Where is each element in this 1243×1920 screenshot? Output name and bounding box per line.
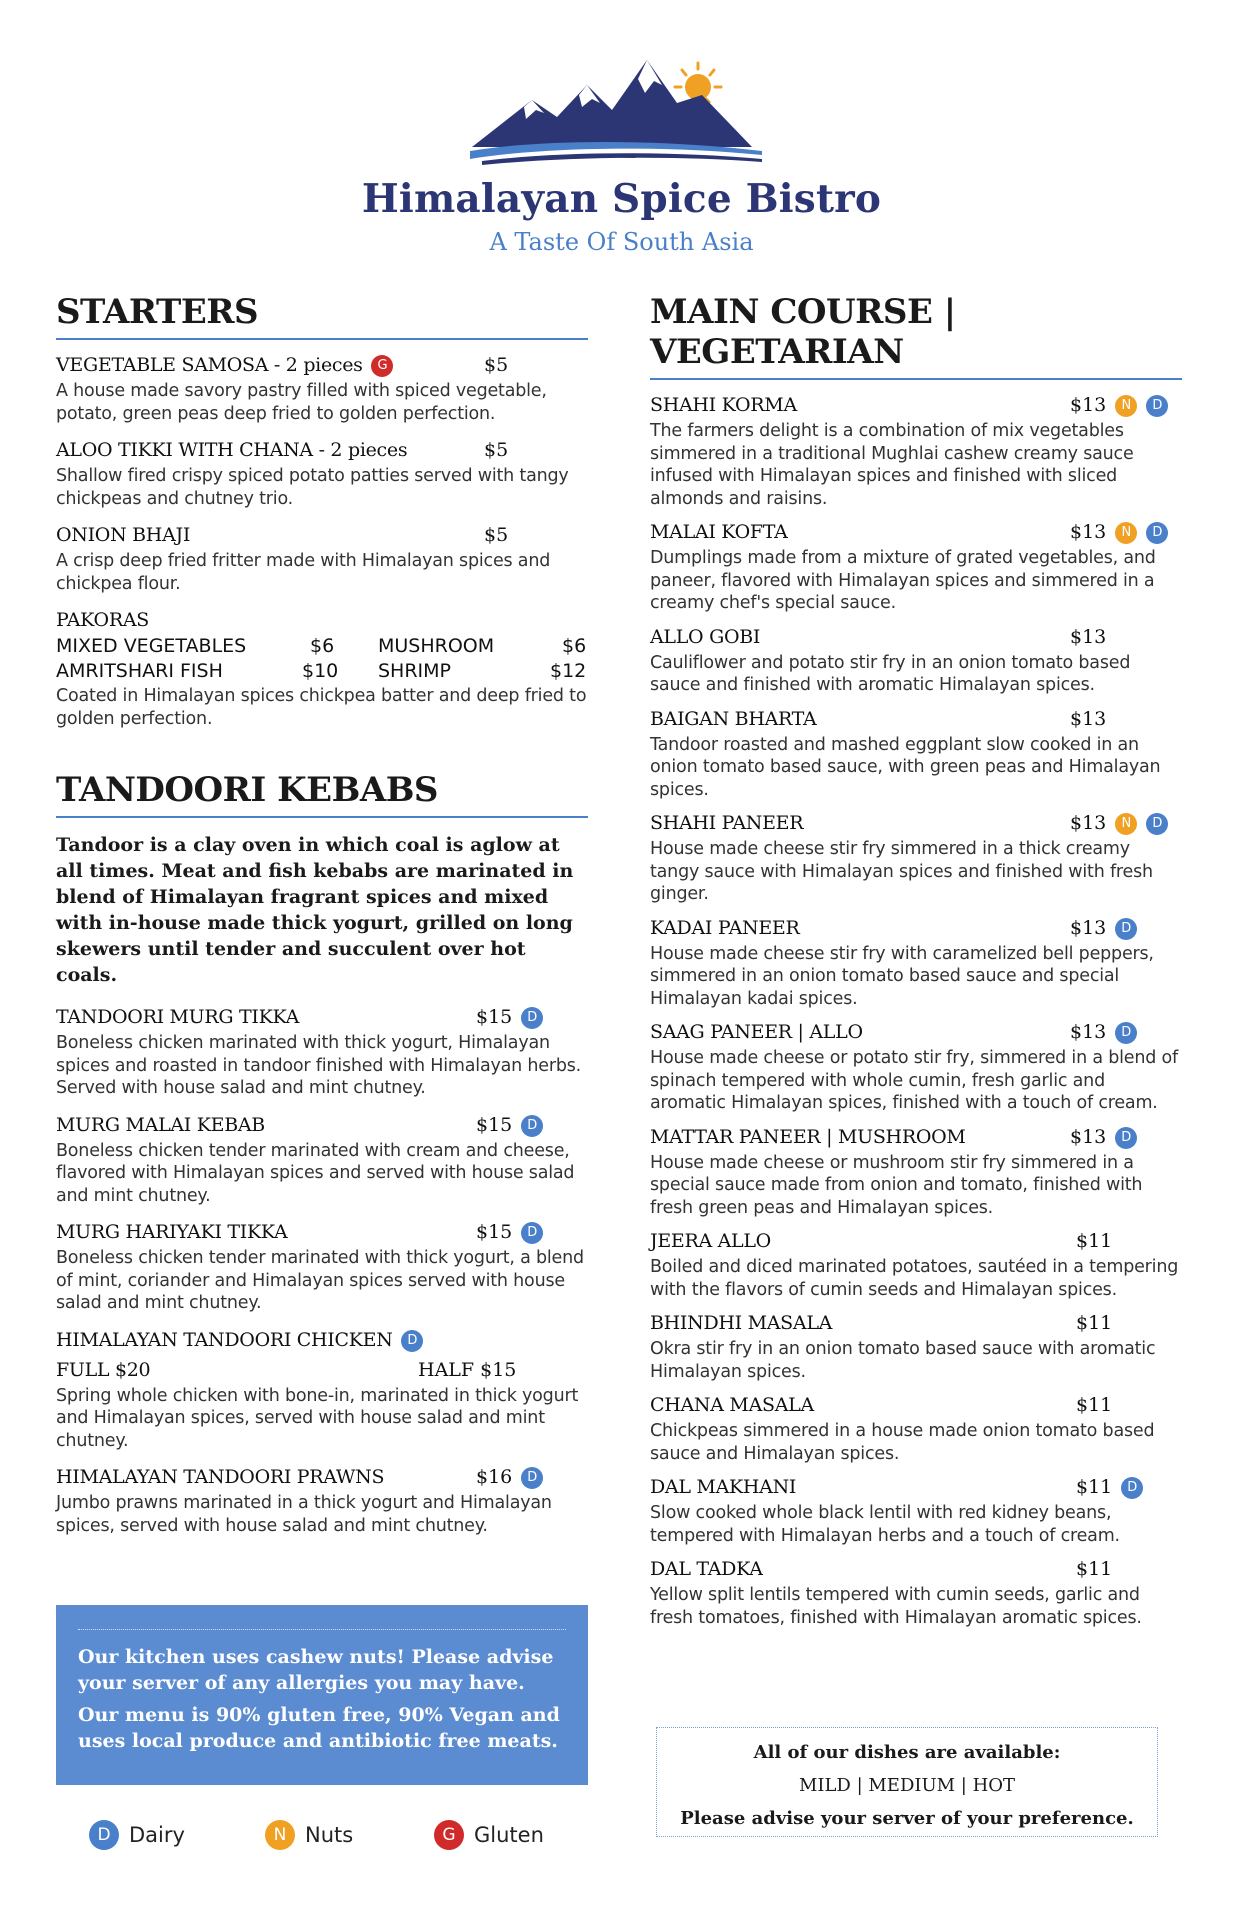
item-description: Cauliflower and potato stir fry in an onion tomato based sauce and finished with aromatic Himalayan spices.	[650, 652, 1131, 695]
item-name: HIMALAYAN TANDOORI PRAWNS	[56, 1466, 385, 1488]
header	[0, 55, 1243, 256]
item-description: Boneless chicken tender marinated with thick yogurt, a blend of mint, coriander and Himalayan spices served with house salad and mint chutney.	[56, 1248, 584, 1313]
legend-label: Dairy	[129, 1823, 185, 1847]
allergy-notice	[56, 1605, 588, 1785]
menu-item	[650, 1126, 1182, 1220]
pakora-name: MUSHROOM	[378, 635, 495, 657]
dairy-badge-icon: D	[521, 1222, 543, 1244]
item-name: MURG MALAI KEBAB	[56, 1113, 265, 1136]
availability-box	[656, 1727, 1158, 1837]
menu-item	[650, 1230, 1182, 1301]
legend-label: Nuts	[305, 1823, 354, 1847]
brand-name: Himalayan Spice Bistro	[361, 176, 882, 222]
item-description: House made cheese stir fry simmered in a thick creamy tangy sauce with Himalayan spices and finished with fresh ginger.	[650, 839, 1153, 904]
item-price: $5	[484, 524, 509, 546]
item-name: VEGETABLE SAMOSA - 2 pieces G	[56, 354, 393, 377]
item-description: A house made savory pastry filled with spiced vegetable, potato, green peas deep fried to golden perfection.	[56, 381, 547, 424]
dairy-badge-icon: D	[401, 1330, 423, 1352]
item-price: $11	[1076, 1394, 1113, 1416]
pakoras-row	[56, 660, 588, 685]
menu-item	[56, 439, 588, 510]
item-price: $11	[1076, 1312, 1113, 1334]
item-description: Tandoor roasted and mashed eggplant slow cooked in an onion tomato based sauce, with green peas and Himalayan spices.	[650, 734, 1161, 800]
item-price: $13	[1070, 625, 1107, 648]
pakora-name: AMRITSHARI FISH	[56, 660, 223, 682]
item-price: $5	[484, 439, 509, 461]
dairy-badge-icon: D	[521, 1467, 543, 1489]
menu-item	[650, 1312, 1182, 1383]
item-name: ALLO GOBI	[650, 625, 761, 648]
nuts-badge-icon: N	[1115, 522, 1137, 544]
full-price: FULL $20	[56, 1358, 151, 1381]
dairy-badge-icon: D	[1146, 395, 1168, 417]
item-price: $13 D	[1070, 1021, 1137, 1044]
dairy-badge-icon: D	[1146, 813, 1168, 835]
spice-levels: MILD | MEDIUM | HOT	[798, 1775, 1016, 1796]
menu-item	[650, 626, 1182, 697]
menu-item	[56, 1329, 588, 1453]
legend-dairy	[86, 1820, 185, 1850]
half-price: HALF $15	[418, 1358, 517, 1381]
item-price: $13 D	[1070, 1126, 1137, 1149]
item-name: MATTAR PANEER | MUSHROOM	[650, 1125, 966, 1148]
dairy-badge-icon: D	[521, 1007, 543, 1029]
item-description: House made cheese stir fry with caramelized bell peppers, simmered in an onion tomato based sauce and special Himalayan kadai spices.	[650, 943, 1154, 1009]
item-price: $16 D	[476, 1466, 543, 1489]
dairy-badge-icon: D	[89, 1820, 119, 1850]
veg-list	[650, 394, 1182, 1629]
nuts-badge-icon: N	[1115, 813, 1137, 835]
item-price: $13 N D	[1070, 812, 1168, 835]
availability-line: Please advise your server of your preference.	[680, 1808, 1134, 1829]
item-description: Boneless chicken tender marinated with cream and cheese, flavored with Himalayan spices and served with house salad and mint chutney.	[56, 1140, 575, 1206]
dairy-badge-icon: D	[1115, 918, 1137, 940]
gluten-badge-icon: G	[434, 1820, 464, 1850]
menu-item	[56, 1114, 588, 1208]
item-description: Chickpeas simmered in a house made onion tomato based sauce and Himalayan spices.	[650, 1421, 1155, 1464]
menu-item	[650, 917, 1182, 1011]
legend-gluten	[431, 1820, 544, 1850]
notice-line: Our menu is 90% gluten free, 90% Vegan and uses local produce and antibiotic free meats.	[78, 1704, 560, 1752]
item-price: $5	[484, 354, 509, 376]
item-name: HIMALAYAN TANDOORI CHICKEN D	[56, 1329, 423, 1352]
dairy-badge-icon: D	[1121, 1477, 1143, 1499]
menu-item	[56, 524, 588, 595]
pakoras-block	[56, 609, 588, 730]
item-price: $13 D	[1070, 917, 1137, 940]
menu-item	[56, 354, 588, 425]
dairy-badge-icon: D	[1146, 522, 1168, 544]
item-price: $15 D	[476, 1114, 543, 1137]
left-column	[56, 292, 588, 1551]
dairy-badge-icon: D	[1115, 1022, 1137, 1044]
item-price: $15 D	[476, 1221, 543, 1244]
dairy-badge-icon: D	[521, 1115, 543, 1137]
pakoras-title: PAKORAS	[56, 609, 149, 631]
item-name: BHINDHI MASALA	[650, 1312, 833, 1334]
item-price: $11 D	[1076, 1476, 1143, 1499]
item-name: DAL TADKA	[650, 1558, 763, 1580]
gluten-badge-icon: G	[371, 355, 393, 377]
pakora-price: $10	[302, 660, 339, 682]
pakora-name: SHRIMP	[378, 660, 452, 682]
mountain-sun-logo-icon	[462, 55, 782, 170]
item-description: Jumbo prawns marinated in a thick yogurt and Himalayan spices, served with house salad and mint chutney.	[56, 1493, 552, 1536]
item-description: House made cheese or potato stir fry, simmered in a blend of spinach tempered with whole cumin, fresh garlic and aromatic Himalayan spices, finished with a touch of cream.	[650, 1048, 1178, 1113]
menu-item	[650, 1394, 1182, 1465]
item-description: Slow cooked whole black lentil with red kidney beans, tempered with Himalayan herbs and a touch of cream.	[650, 1503, 1120, 1546]
item-description: A crisp deep fried fritter made with Himalayan spices and chickpea flour.	[56, 551, 551, 594]
item-description: Yellow split lentils tempered with cumin seeds, garlic and fresh tomatoes, finished with Himalayan aromatic spices.	[650, 1585, 1142, 1628]
dairy-badge-icon: D	[1115, 1127, 1137, 1149]
notice-line: Our kitchen uses cashew nuts! Please advise your server of any allergies you may have.	[78, 1646, 554, 1694]
item-description: Spring whole chicken with bone-in, marinated in thick yogurt and Himalayan spices, served with house salad and mint chutney.	[56, 1385, 579, 1451]
item-price: $11	[1076, 1558, 1113, 1580]
item-description: House made cheese or mushroom stir fry simmered in a special sauce made from onion and tomato, finished with fresh green peas and Himalayan spices.	[650, 1152, 1143, 1218]
tandoori-title: TANDOORI KEBABS	[56, 770, 588, 818]
menu-item	[650, 1476, 1182, 1547]
item-name: CHANA MASALA	[650, 1394, 814, 1416]
menu-item	[650, 812, 1182, 906]
item-description: Dumplings made from a mixture of grated vegetables, and paneer, flavored with Himalayan spices and simmered in a creamy chef's special sauce.	[650, 548, 1156, 613]
item-price: $13 N D	[1070, 521, 1168, 544]
main-course-title: MAIN COURSE | VEGETARIAN	[650, 292, 1182, 380]
item-name: SHAHI PANEER	[650, 812, 804, 834]
starters-title: STARTERS	[56, 292, 588, 340]
item-name: BAIGAN BHARTA	[650, 707, 817, 730]
item-price: $13	[1070, 707, 1107, 730]
menu-item	[650, 708, 1182, 802]
item-name: MALAI KOFTA	[650, 521, 788, 543]
right-column	[650, 292, 1182, 1640]
item-name: SAAG PANEER | ALLO	[650, 1021, 863, 1043]
pakora-price: $12	[550, 660, 587, 682]
availability-line: All of our dishes are available:	[753, 1742, 1061, 1763]
item-name: MURG HARIYAKI TIKKA	[56, 1221, 288, 1243]
item-name: ONION BHAJI	[56, 524, 191, 546]
item-name: JEERA ALLO	[650, 1230, 771, 1252]
brand-tagline: A Taste Of South Asia	[489, 228, 754, 256]
item-description: Okra stir fry in an onion tomato based sauce with aromatic Himalayan spices.	[650, 1339, 1156, 1382]
legend-label: Gluten	[474, 1823, 544, 1847]
item-name: DAL MAKHANI	[650, 1476, 797, 1498]
item-description: Coated in Himalayan spices chickpea batter and deep fried to golden perfection.	[56, 686, 587, 729]
item-name: TANDOORI MURG TIKKA	[56, 1006, 300, 1028]
menu-item	[56, 1466, 588, 1537]
item-description: The farmers delight is a combination of mix vegetables simmered in a traditional Mughlai cashew creamy sauce infused with Himalayan spices and finished with sliced almonds and raisins.	[650, 421, 1134, 509]
pakora-price: $6	[562, 635, 587, 657]
pakora-name: MIXED VEGETABLES	[56, 635, 247, 657]
legend-nuts	[262, 1820, 353, 1850]
menu-item	[650, 521, 1182, 615]
menu-item	[650, 1021, 1182, 1115]
sun-icon	[675, 63, 721, 102]
pakoras-row	[56, 635, 588, 660]
tandoori-intro: Tandoor is a clay oven in which coal is aglow at all times. Meat and fish kebabs are marinated in blend of Himalayan fragrant spices and mixed with in-house made thick yogurt, grilled on long skewers until tender and succulent over hot coals.	[56, 834, 574, 986]
pakora-price: $6	[310, 635, 335, 657]
menu-item	[650, 394, 1182, 510]
menu-item	[56, 1006, 588, 1100]
legend	[86, 1820, 586, 1854]
nuts-badge-icon: N	[1115, 395, 1137, 417]
item-name: KADAI PANEER	[650, 916, 800, 939]
item-price: $13 N D	[1070, 394, 1168, 417]
item-description: Boiled and diced marinated potatoes, sautéed in a tempering with the flavors of cumin seeds and Himalayan spices.	[650, 1257, 1179, 1300]
item-name: SHAHI KORMA	[650, 394, 797, 416]
menu-item	[56, 1221, 588, 1315]
item-price: $15 D	[476, 1006, 543, 1029]
menu-item	[650, 1558, 1182, 1629]
nuts-badge-icon: N	[265, 1820, 295, 1850]
item-name: ALOO TIKKI WITH CHANA - 2 pieces	[56, 439, 408, 461]
item-description: Boneless chicken marinated with thick yogurt, Himalayan spices and roasted in tandoor finished with Himalayan herbs. Served with house salad and mint chutney.	[56, 1033, 582, 1098]
item-price: $11	[1076, 1230, 1113, 1252]
item-description: Shallow fired crispy spiced potato patties served with tangy chickpeas and chutney trio.	[56, 466, 569, 509]
